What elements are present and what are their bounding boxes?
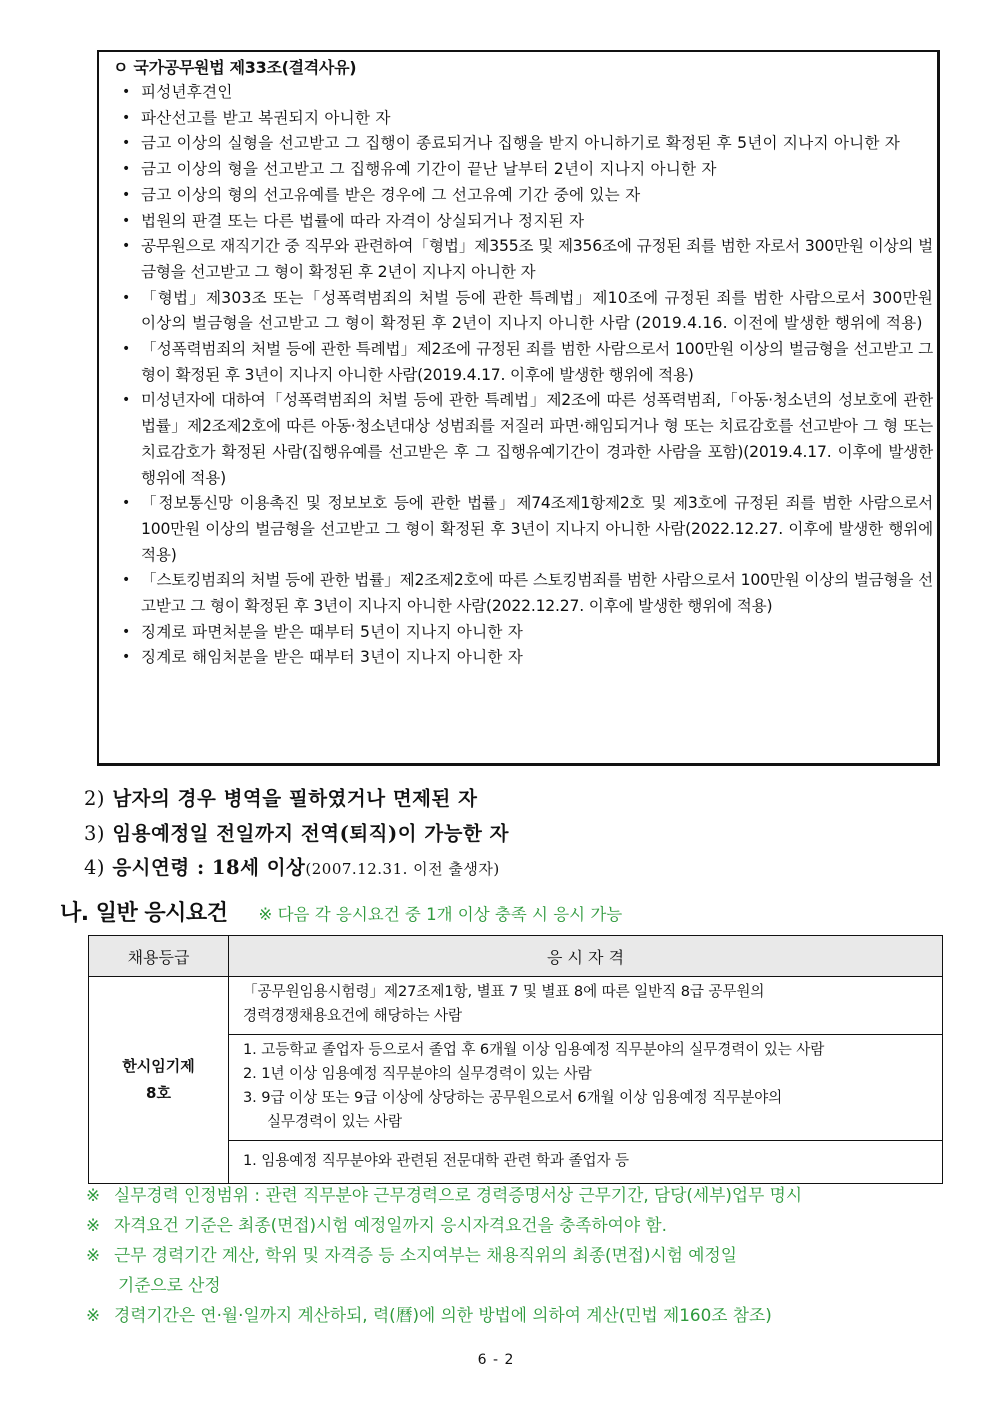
qualification-cell xyxy=(229,1141,943,1184)
requirements-table xyxy=(88,935,943,1184)
qualification-cell xyxy=(229,1035,943,1141)
header-qualification: 응 시 자 격 xyxy=(229,936,943,977)
list-item: • 파산선고를 받고 복권되지 아니한 자 xyxy=(121,106,933,132)
note-line xyxy=(86,1270,956,1300)
requirement-text: 남자의 경우 병역을 필하였거나 면제된 자 xyxy=(112,787,478,810)
note-text: 자격요건 기준은 최종(면접)시험 예정일까지 응시자격요건을 충족하여야 함. xyxy=(114,1215,667,1235)
list-item: • 피성년후견인 xyxy=(121,80,933,106)
qualification-line: 「공무원임용시험령」제27조제1항, 별표 7 및 별표 8에 따른 일반직 8급 공무원의 xyxy=(243,983,765,1000)
table-header-row xyxy=(89,936,943,977)
qualification-cell xyxy=(229,977,943,1035)
page-number: 6 - 2 xyxy=(477,1352,515,1368)
section-title: 나. 일반 응시요건 xyxy=(60,901,228,926)
note-text: 기준으로 산정 xyxy=(118,1275,221,1295)
grade-level: 8호 xyxy=(146,1084,171,1102)
list-item: • 공무원으로 재직기간 중 직무와 관련하여「형법」제355조 및 제356조에 규정된 죄를 범한 자로서 300만원 이상의 벌금형을 선고받고 그 형이 확정된 후 2년이 지나지 아니한 자 xyxy=(121,234,933,285)
list-item: • 「형법」제303조 또는「성폭력범죄의 처벌 등에 관한 특례법」제10조에 규정된 죄를 범한 사람으로서 300만원 이상의 벌금형을 선고받고 그 형이 확정된 후 2년이 지나지 아니한 사람 (2019.4.16. 이전에 발생한 행위에 적용) xyxy=(121,286,933,337)
note-text: 경력기간은 연·월·일까지 계산하되, 력(曆)에 의한 방법에 의하여 계산(민법 제160조 참조) xyxy=(114,1305,772,1325)
note-text: 근무 경력기간 계산, 학위 및 자격증 등 소지여부는 채용직위의 최종(면접)시험 예정일 xyxy=(114,1245,737,1265)
requirement-number: 3) xyxy=(84,822,106,845)
requirement-4 xyxy=(84,852,500,880)
list-item: • 「성폭력범죄의 처벌 등에 관한 특례법」제2조에 규정된 죄를 범한 사람으로서 100만원 이상의 벌금형을 선고받고 그 형이 확정된 후 3년이 지나지 아니한 사람(2019.4.17. 이후에 발생한 행위에 적용) xyxy=(121,337,933,388)
qualification-line: 실무경력이 있는 사람 xyxy=(267,1113,403,1130)
qualification-line: 1. 고등학교 졸업자 등으로서 졸업 후 6개월 이상 임용예정 직무분야의 실무경력이 있는 사람 xyxy=(243,1041,825,1058)
section-note: ※ 다음 각 응시요건 중 1개 이상 충족 시 응시 가능 xyxy=(258,905,623,924)
requirement-number: 4) xyxy=(84,856,106,879)
note-mark: ※ xyxy=(86,1215,101,1235)
note-mark: ※ xyxy=(86,1305,101,1325)
list-item: • 「정보통신망 이용촉진 및 정보보호 등에 관한 법률」제74조제1항제2호 및 제3호에 규정된 죄를 범한 사람으로서 100만원 이상의 벌금형을 선고받고 그 형이 확정된 후 3년이 지나지 아니한 사람(2022.12.27. 이후에 발생한 행위에 적용) xyxy=(121,491,933,568)
list-item: • 법원의 판결 또는 다른 법률에 따라 자격이 상실되거나 정지된 자 xyxy=(121,209,933,235)
notes-section xyxy=(86,1180,956,1330)
disqualification-box xyxy=(97,50,940,766)
note-text: 실무경력 인정범위 : 관련 직무분야 근무경력으로 경력증명서상 근무기간, 담당(세부)업무 명시 xyxy=(114,1185,803,1205)
qualification-line: 3. 9급 이상 또는 9급 이상에 상당하는 공무원으로서 6개월 이상 임용예정 직무분야의 xyxy=(243,1089,783,1106)
section-heading xyxy=(60,896,622,927)
list-item: • 금고 이상의 형의 선고유예를 받은 경우에 그 선고유예 기간 중에 있는 자 xyxy=(121,183,933,209)
requirement-3 xyxy=(84,818,509,846)
requirement-number: 2) xyxy=(84,787,106,810)
note-line xyxy=(86,1300,956,1330)
note-mark: ※ xyxy=(86,1245,101,1265)
grade-name: 한시임기제 xyxy=(122,1057,195,1075)
list-item: • 금고 이상의 형을 선고받고 그 집행유예 기간이 끝난 날부터 2년이 지나지 아니한 자 xyxy=(121,157,933,183)
list-item: • 금고 이상의 실형을 선고받고 그 집행이 종료되거나 집행을 받지 아니하기로 확정된 후 5년이 지나지 아니한 자 xyxy=(121,131,933,157)
qualification-line: 경력경쟁채용요건에 해당하는 사람 xyxy=(243,1007,463,1024)
box-title: ㅇ 국가공무원법 제33조(결격사유) xyxy=(113,58,357,77)
note-line xyxy=(86,1180,956,1210)
note-line xyxy=(86,1240,956,1270)
qualification-line: 1. 임용예정 직무분야와 관련된 전문대학 관련 학과 졸업자 등 xyxy=(243,1152,629,1169)
requirement-text: 응시연령 : 18세 이상 xyxy=(112,856,306,879)
list-item: • 징계로 파면처분을 받은 때부터 5년이 지나지 아니한 자 xyxy=(121,620,933,646)
note-line xyxy=(86,1210,956,1240)
header-grade: 채용등급 xyxy=(89,936,229,977)
requirement-note: (2007.12.31. 이전 출생자) xyxy=(305,860,500,878)
requirement-2 xyxy=(84,783,478,811)
qualification-line: 2. 1년 이상 임용예정 직무분야의 실무경력이 있는 사람 xyxy=(243,1065,592,1082)
list-item: • 「스토킹범죄의 처벌 등에 관한 법률」제2조제2호에 따른 스토킹범죄를 범한 사람으로서 100만원 이상의 벌금형을 선고받고 그 형이 확정된 후 3년이 지나지 아니한 사람(2022.12.27. 이후에 발생한 행위에 적용) xyxy=(121,568,933,619)
grade-cell xyxy=(89,977,229,1184)
table-row xyxy=(89,977,943,1035)
requirement-text: 임용예정일 전일까지 전역(퇴직)이 가능한 자 xyxy=(112,822,509,845)
list-item: • 징계로 해임처분을 받은 때부터 3년이 지나지 아니한 자 xyxy=(121,645,933,671)
note-mark: ※ xyxy=(86,1185,101,1205)
list-item: • 미성년자에 대하여「성폭력범죄의 처벌 등에 관한 특례법」제2조에 따른 성폭력범죄,「아동·청소년의 성보호에 관한 법률」제2조제2호에 따른 아동·청소년대상 성범죄를 저질러 파면·해임되거나 형 또는 치료감호를 선고받아 그 형 또는 치료감호가 확정된 사람(집행유예를 선고받은 후 그 집행유예기간이 경과한 사람을 포함)(2019.4.17. 이후에 발생한 행위에 적용) xyxy=(121,388,933,491)
disqualification-list xyxy=(121,80,933,671)
